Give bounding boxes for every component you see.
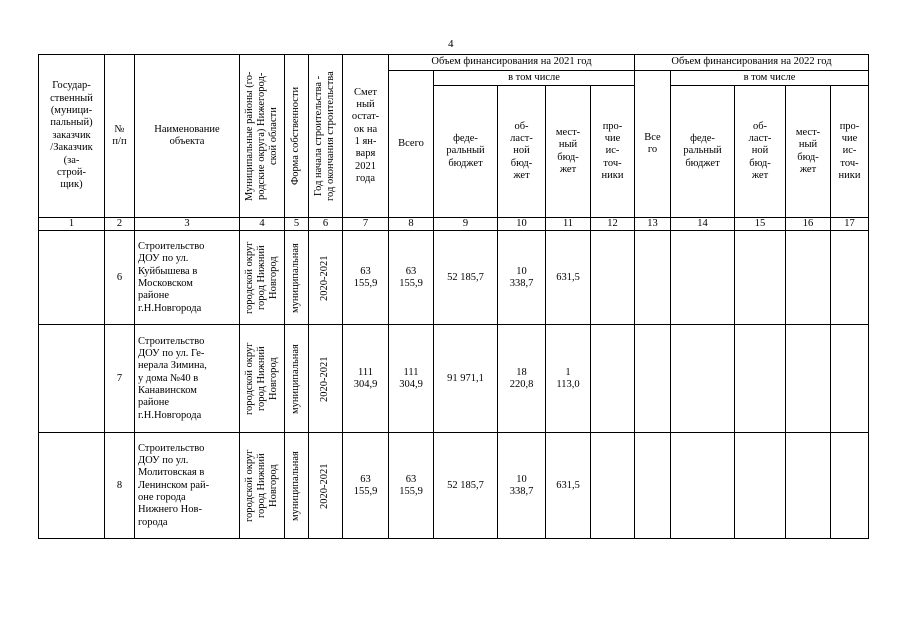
financing-table xyxy=(38,54,869,539)
other-2021-cell xyxy=(591,231,635,325)
total-2021-cell: 63 155,9 xyxy=(389,231,434,325)
column-number: 11 xyxy=(546,218,591,231)
row-number-cell: 6 xyxy=(105,231,135,325)
federal-2022-cell xyxy=(671,231,735,325)
column-number: 5 xyxy=(285,218,309,231)
header-regional-2021: об- ласт- ной бюд- жет xyxy=(498,86,546,218)
other-2021-cell xyxy=(591,433,635,539)
header-other-2021: про- чие ис- точ- ники xyxy=(591,86,635,218)
header-including-2022: в том числе xyxy=(671,71,869,86)
customer-cell xyxy=(39,325,105,433)
column-number: 1 xyxy=(39,218,105,231)
page-number: 4 xyxy=(448,38,454,50)
ownership-cell: муниципальная xyxy=(285,231,309,325)
header-object-name: Наименование объекта xyxy=(135,55,240,218)
total-2021-cell: 63 155,9 xyxy=(389,433,434,539)
object-name-cell: Строительство ДОУ по ул. Молитовская в Ленинском рай- оне города Нижнего Нов- города xyxy=(135,433,240,539)
column-number: 6 xyxy=(309,218,343,231)
header-total-2022: Все го xyxy=(635,71,671,218)
header-regional-2022: об- ласт- ной бюд- жет xyxy=(735,86,786,218)
header-federal-2021: феде- ральный бюджет xyxy=(434,86,498,218)
other-2021-cell xyxy=(591,325,635,433)
column-number: 3 xyxy=(135,218,240,231)
regional-2022-cell xyxy=(735,325,786,433)
estimate-cell: 63 155,9 xyxy=(343,433,389,539)
table-row xyxy=(39,433,869,539)
header-total-2021: Всего xyxy=(389,71,434,218)
local-2022-cell xyxy=(786,325,831,433)
header-period: Год начала строительства - год окончания строительства xyxy=(309,55,343,218)
other-2022-cell xyxy=(831,325,869,433)
federal-2022-cell xyxy=(671,433,735,539)
customer-cell xyxy=(39,231,105,325)
header-fin-2021: Объем финансирования на 2021 год xyxy=(389,55,635,71)
regional-2021-cell: 10 338,7 xyxy=(498,433,546,539)
column-number: 13 xyxy=(635,218,671,231)
period-cell: 2020-2021 xyxy=(309,433,343,539)
header-customer: Государ- ственный (муници- пальный) заказчик /Заказчик (за- строй- щик) xyxy=(39,55,105,218)
object-name-cell: Строительство ДОУ по ул. Ге- нерала Зимина, у дома №40 в Канавинском районе г.Н.Новгорода xyxy=(135,325,240,433)
period-cell: 2020-2021 xyxy=(309,231,343,325)
local-2022-cell xyxy=(786,231,831,325)
header-local-2022: мест- ный бюд- жет xyxy=(786,86,831,218)
regional-2022-cell xyxy=(735,231,786,325)
header-num: № п/п xyxy=(105,55,135,218)
column-number: 17 xyxy=(831,218,869,231)
column-number: 15 xyxy=(735,218,786,231)
header-other-2022: про- чие ис- точ- ники xyxy=(831,86,869,218)
regional-2021-cell: 10 338,7 xyxy=(498,231,546,325)
total-2022-cell xyxy=(635,433,671,539)
period-cell: 2020-2021 xyxy=(309,325,343,433)
row-number-cell: 7 xyxy=(105,325,135,433)
header-local-2021: мест- ный бюд- жет xyxy=(546,86,591,218)
column-number: 8 xyxy=(389,218,434,231)
column-number: 7 xyxy=(343,218,389,231)
table-row xyxy=(39,231,869,325)
column-number: 10 xyxy=(498,218,546,231)
federal-2021-cell: 52 185,7 xyxy=(434,433,498,539)
column-number: 2 xyxy=(105,218,135,231)
federal-2021-cell: 52 185,7 xyxy=(434,231,498,325)
local-2021-cell: 1 113,0 xyxy=(546,325,591,433)
total-2022-cell xyxy=(635,325,671,433)
district-cell: городской округ город Нижний Новгород xyxy=(240,231,285,325)
column-number: 12 xyxy=(591,218,635,231)
row-number-cell: 8 xyxy=(105,433,135,539)
header-fin-2022: Объем финансирования на 2022 год xyxy=(635,55,869,71)
header-federal-2022: феде- ральный бюджет xyxy=(671,86,735,218)
column-number: 16 xyxy=(786,218,831,231)
other-2022-cell xyxy=(831,433,869,539)
customer-cell xyxy=(39,433,105,539)
local-2022-cell xyxy=(786,433,831,539)
district-cell: городской округ город Нижний Новгород xyxy=(240,433,285,539)
federal-2022-cell xyxy=(671,325,735,433)
header-estimate: Смет ный остат- ок на 1 ян- варя 2021 года xyxy=(343,55,389,218)
header-ownership: Форма собственности xyxy=(285,55,309,218)
header-including-2021: в том числе xyxy=(434,71,635,86)
column-number: 14 xyxy=(671,218,735,231)
regional-2021-cell: 18 220,8 xyxy=(498,325,546,433)
object-name-cell: Строительство ДОУ по ул. Куйбышева в Московском районе г.Н.Новгорода xyxy=(135,231,240,325)
estimate-cell: 111 304,9 xyxy=(343,325,389,433)
ownership-cell: муниципальная xyxy=(285,433,309,539)
district-cell: городской округ город Нижний Новгород xyxy=(240,325,285,433)
total-2021-cell: 111 304,9 xyxy=(389,325,434,433)
local-2021-cell: 631,5 xyxy=(546,231,591,325)
column-number: 4 xyxy=(240,218,285,231)
table-row xyxy=(39,325,869,433)
estimate-cell: 63 155,9 xyxy=(343,231,389,325)
total-2022-cell xyxy=(635,231,671,325)
other-2022-cell xyxy=(831,231,869,325)
regional-2022-cell xyxy=(735,433,786,539)
federal-2021-cell: 91 971,1 xyxy=(434,325,498,433)
ownership-cell: муниципальная xyxy=(285,325,309,433)
column-number: 9 xyxy=(434,218,498,231)
header-districts: Муниципальные районы (го- родские округа) Нижегород- ской области xyxy=(240,55,285,218)
local-2021-cell: 631,5 xyxy=(546,433,591,539)
column-number-row xyxy=(39,218,869,231)
